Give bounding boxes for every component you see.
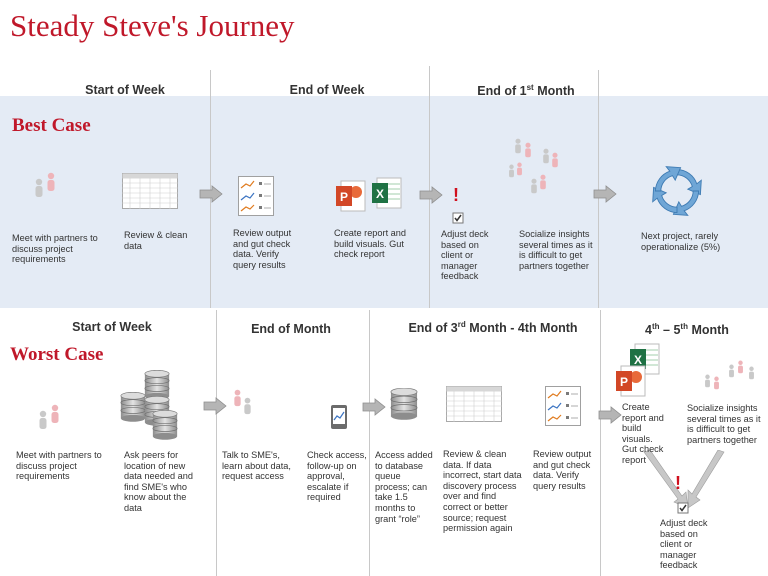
worst-step-meet-partners: Meet with partners to discuss project requirements	[16, 450, 102, 482]
database-stack-icon	[118, 370, 184, 442]
worst-step-review-output: Review output and gut check data. Verify query results	[533, 449, 592, 491]
worst-step-talk-to-smes: Talk to SME's, learn about data, request access	[222, 450, 291, 482]
powerpoint-icon	[336, 179, 366, 213]
worst-header-4th-5th-month: 4th – 5th Month	[645, 322, 729, 338]
worst-header-start-of-week: Start of Week	[72, 320, 152, 334]
people-icon	[231, 389, 257, 417]
worst-step-check-access: Check access, follow-up on approval, escalate if required	[307, 450, 367, 503]
checklist-chart-icon	[545, 386, 581, 426]
best-header-end-of-1st-month: End of 1st Month	[477, 83, 575, 99]
cycle-icon	[650, 164, 704, 218]
arrow-icon	[419, 186, 443, 204]
best-case-label: Best Case	[12, 115, 91, 136]
divider	[216, 310, 217, 576]
alert-icon: !	[453, 185, 459, 205]
page-title: Steady Steve's Journey	[10, 8, 295, 43]
arrow-icon	[203, 397, 227, 415]
people-group-icon	[704, 360, 760, 396]
best-step-adjust-deck: Adjust deck based on client or manager feedback	[441, 229, 489, 282]
spreadsheet-icon	[122, 173, 178, 209]
checkbox-icon	[452, 212, 464, 224]
worst-step-review-clean: Review & clean data. If data incorrect, start data discovery process over and find correct or better source; request permission again	[443, 449, 522, 534]
best-step-socialize: Socialize insights several times as it is difficult to get partners together	[519, 229, 593, 271]
spreadsheet-icon	[446, 386, 502, 422]
divider	[600, 310, 601, 576]
people-icon	[34, 172, 60, 200]
people-icon	[38, 404, 64, 432]
best-step-next-project: Next project, rarely operationalize (5%)	[641, 231, 721, 252]
best-step-review-clean: Review & clean data	[124, 230, 188, 251]
worst-step-adjust-deck: Adjust deck based on client or manager feedback	[660, 518, 708, 571]
divider	[369, 310, 370, 576]
worst-step-ask-peers: Ask peers for location of new data needed and find SME's who know about the data	[124, 450, 193, 513]
worst-header-end-of-month: End of Month	[251, 322, 331, 336]
worst-header-end-of-3rd-month: End of 3rd Month - 4th Month	[408, 320, 578, 336]
best-step-meet-partners: Meet with partners to discuss project requirements	[12, 233, 98, 265]
best-header-end-of-week: End of Week	[289, 83, 365, 97]
arrow-icon	[593, 185, 617, 203]
excel-icon	[372, 176, 402, 210]
arrow-icon	[199, 185, 223, 203]
best-step-create-report: Create report and build visuals. Gut check report	[334, 228, 407, 260]
best-step-review-output: Review output and gut check data. Verify query results	[233, 228, 292, 270]
arrow-icon	[598, 406, 622, 424]
worst-step-access-added: Access added to database queue process; can take 1.5 months to grant “role”	[375, 450, 433, 524]
checkbox-icon	[677, 502, 689, 514]
alert-icon: !	[675, 473, 681, 493]
powerpoint-icon	[616, 364, 646, 398]
worst-step-socialize: Socialize insights several times as it is difficult to get partners together	[687, 403, 761, 445]
phone-chart-icon	[330, 404, 348, 430]
checklist-chart-icon	[238, 176, 274, 216]
best-header-start-of-week: Start of Week	[85, 83, 165, 97]
worst-step-create-report: Create report and build visuals. Gut check report	[622, 402, 664, 465]
arrow-icon	[362, 398, 386, 416]
database-icon	[390, 388, 418, 420]
worst-case-label: Worst Case	[10, 344, 104, 365]
people-group-icon	[508, 138, 560, 200]
